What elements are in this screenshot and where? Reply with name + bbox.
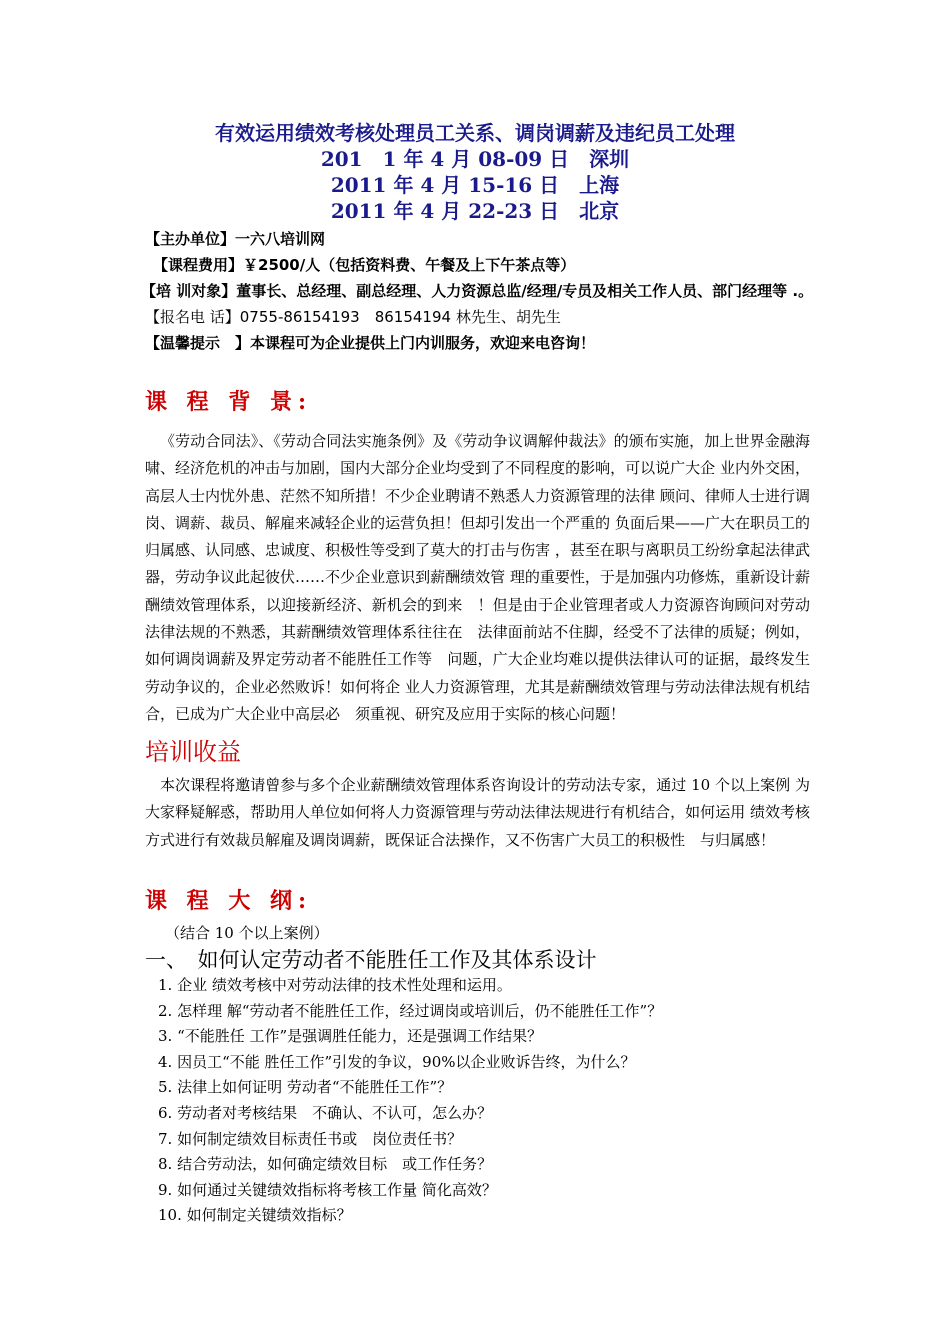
info-block xyxy=(141,226,825,356)
background-heading: 课 程 背 景: xyxy=(145,389,313,415)
course-title: 有效运用绩效考核处理员工关系、调岗调薪及违纪员工处理 xyxy=(215,121,735,145)
benefits-heading: 培训收益 xyxy=(145,738,241,766)
list-item: 8. 结合劳动法，如何确定绩效目标 或工作任务？ xyxy=(158,1155,493,1174)
section-title: 一、 如何认定劳动者不能胜任工作及其体系设计 xyxy=(145,948,597,972)
session-shenzhen: 201 1 年 4 月 08-09 日 深圳 xyxy=(320,147,630,171)
organizer-line: 【主办单位】一六八培训网 xyxy=(145,230,326,248)
benefits-text xyxy=(145,772,810,854)
outline-note: （结合 10 个以上案例） xyxy=(165,924,329,942)
list-item: 10. 如何制定关键绩效指标？ xyxy=(158,1206,352,1225)
tip-line: 【温馨提示 】本课程可为企业提供上门内训服务，欢迎来电咨询！ xyxy=(145,334,596,352)
phone-line: 【报名电 话】0755-86154193 86154194 林先生、胡先生 xyxy=(145,308,561,326)
list-item: 3. “不能胜任 工作”是强调胜任能力，还是强调工作结果？ xyxy=(158,1027,543,1046)
list-item: 5. 法律上如何证明 劳动者“不能胜任工作”？ xyxy=(158,1078,453,1097)
outline-list xyxy=(158,973,662,1229)
list-item: 2. 怎样理 解“劳动者不能胜任工作，经过调岗或培训后，仍不能胜任工作”？ xyxy=(158,1001,663,1020)
audience-line: 【培 训对象】董事长、总经理、副总经理、人力资源总监/经理/专员及相关工作人员、部门经理等 .。 xyxy=(141,282,814,300)
outline-heading: 课 程 大 纲: xyxy=(145,888,313,914)
background-text xyxy=(145,428,810,728)
list-item: 9. 如何通过关键绩效指标将考核工作量 简化高效？ xyxy=(158,1180,497,1199)
background-paragraph: 《劳动合同法》、《劳动合同法实施条例》及《劳动争议调解仲裁法》的颁布实施，加上世界金融海啸、经济危机的冲击与加剧，国内大部分企业均受到了不同程度的影响，可以说广大企 业内外交困，高层人士内忧外患、茫然不知所措！不少企业聘请不熟悉人力资源管理的法律 顾问、律师人士进行调岗、调薪、裁员、解雇来减轻企业的运营负担！但却引发出一个严重的 负面后果——广大在职员工的归属感、认同感、忠诚度、积极性等受到了莫大的打击与伤害 ，甚至在职与离职员工纷纷拿起法律武器，劳动争议此起彼伏……不少企业意识到薪酬绩效管 理的重要性，于是加强内功修炼，重新设计薪酬绩效管理体系，以迎接新经济、新机会的到来 ！但是由于企业管理者或人力资源咨询顾问对劳动法律法规的不熟悉，其薪酬绩效管理体系往往在 法律面前站不住脚，经受不了法律的质疑；例如，如何调岗调薪及界定劳动者不能胜任工作等 问题，广大企业均难以提供法律认可的证据，最终发生劳动争议的，企业必然败诉！如何将企 业人力资源管理，尤其是薪酬绩效管理与劳动法律法规有机结合，已成为广大企业中高层必 须重视、研究及应用于实际的核心问题！ xyxy=(145,432,810,723)
list-item: 4. 因员工“不能 胜任工作”引发的争议，90%以企业败诉告终，为什么？ xyxy=(158,1052,636,1071)
session-shanghai: 2011 年 4 月 15-16 日 上海 xyxy=(330,173,620,197)
benefits-paragraph: 本次课程将邀请曾参与多个企业薪酬绩效管理体系咨询设计的劳动法专家，通过 10 个以上案例 为大家释疑解惑，帮助用人单位如何将人力资源管理与劳动法律法规进行有机结合，如何运用 绩效考核方式进行有效裁员解雇及调岗调薪，既保证合法操作，又不伤害广大员工的积极性 与归属感！ xyxy=(145,776,810,849)
fee-line: 【课程费用】￥2500/人（包括资料费、午餐及上下午茶点等） xyxy=(153,256,576,274)
list-item: 6. 劳动者对考核结果 不确认、不认可，怎么办？ xyxy=(158,1103,493,1122)
session-beijing: 2011 年 4 月 22-23 日 北京 xyxy=(330,199,620,223)
list-item: 1. 企业 绩效考核中对劳动法律的技术性处理和运用。 xyxy=(158,976,512,994)
title-block xyxy=(0,120,950,224)
list-item: 7. 如何制定绩效目标责任书或 岗位责任书？ xyxy=(158,1129,463,1148)
